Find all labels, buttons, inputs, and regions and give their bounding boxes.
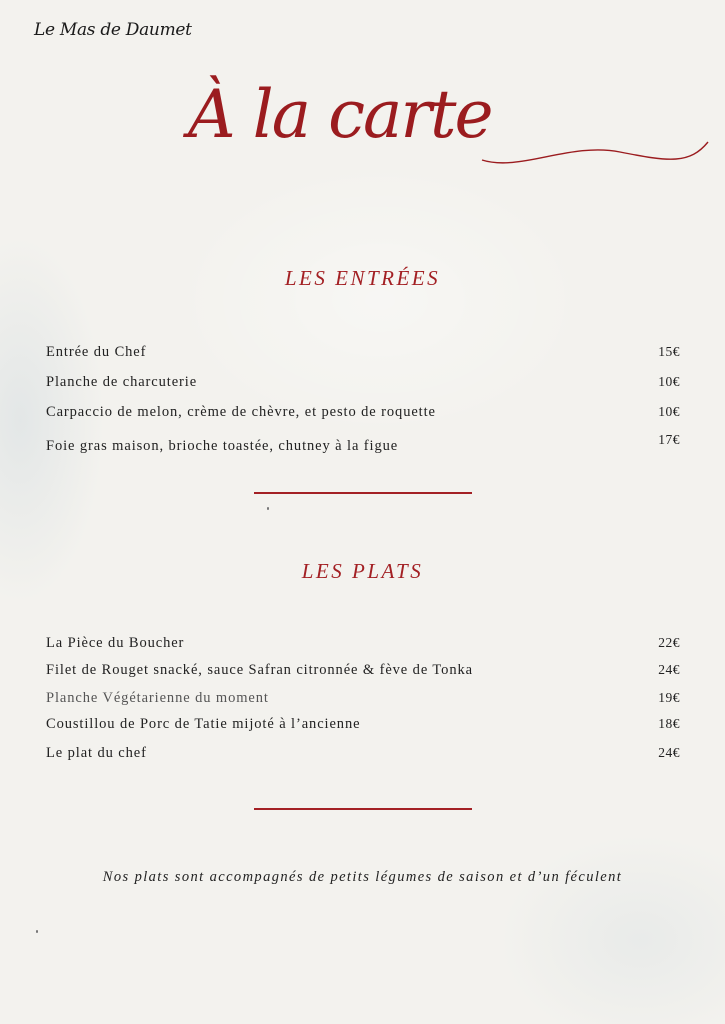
menu-title	[180, 72, 710, 192]
menu-item-name: Coustillou de Porc de Tatie mijoté à l’ancienne	[46, 716, 361, 732]
menu-item-price: 24€	[658, 745, 680, 760]
menu-item-name: Entrée du Chef	[46, 344, 147, 360]
menu-item	[46, 662, 680, 684]
menu-item-name: Carpaccio de melon, crème de chèvre, et pesto de roquette	[46, 404, 436, 420]
menu-item-price: 10€	[658, 404, 680, 419]
menu-title-text: À la carte	[188, 76, 492, 153]
menu-item-price: 19€	[658, 690, 680, 705]
menu-item	[46, 374, 680, 396]
menu-item-name: Foie gras maison, brioche toastée, chutney à la figue	[46, 438, 399, 454]
menu-item-name: Planche de charcuterie	[46, 374, 198, 390]
menu-item	[46, 635, 680, 657]
section-heading-plats: LES PLATS	[301, 559, 424, 583]
menu-item	[46, 716, 680, 738]
title-flourish-icon	[480, 112, 710, 172]
brand-logo: Le Mas de Daumet	[34, 20, 192, 40]
menu-item	[46, 432, 680, 458]
footer-note: Nos plats sont accompagnés de petits légumes de saison et d’un féculent	[102, 869, 623, 885]
menu-item-price: 18€	[658, 716, 680, 731]
section-divider	[254, 492, 472, 494]
menu-item	[46, 745, 680, 767]
menu-item	[46, 344, 680, 366]
menu-item-price: 24€	[658, 662, 680, 677]
section-heading-entrees: LES ENTRÉES	[284, 266, 441, 290]
menu-item	[46, 690, 680, 712]
menu-item-name: La Pièce du Boucher	[46, 635, 185, 651]
paper-speck	[267, 507, 269, 510]
menu-item-name: Filet de Rouget snacké, sauce Safran citronnée & fève de Tonka	[46, 662, 473, 678]
menu-item-price: 10€	[658, 374, 680, 389]
menu-item-name: Planche Végétarienne du moment	[46, 690, 269, 706]
menu-item	[46, 404, 680, 426]
paper-speck	[36, 930, 38, 933]
menu-item-name: Le plat du chef	[46, 745, 147, 761]
menu-item-price: 15€	[658, 344, 680, 359]
menu-item-price: 22€	[658, 635, 680, 650]
section-divider	[254, 808, 472, 810]
menu-item-price: 17€	[658, 432, 680, 447]
